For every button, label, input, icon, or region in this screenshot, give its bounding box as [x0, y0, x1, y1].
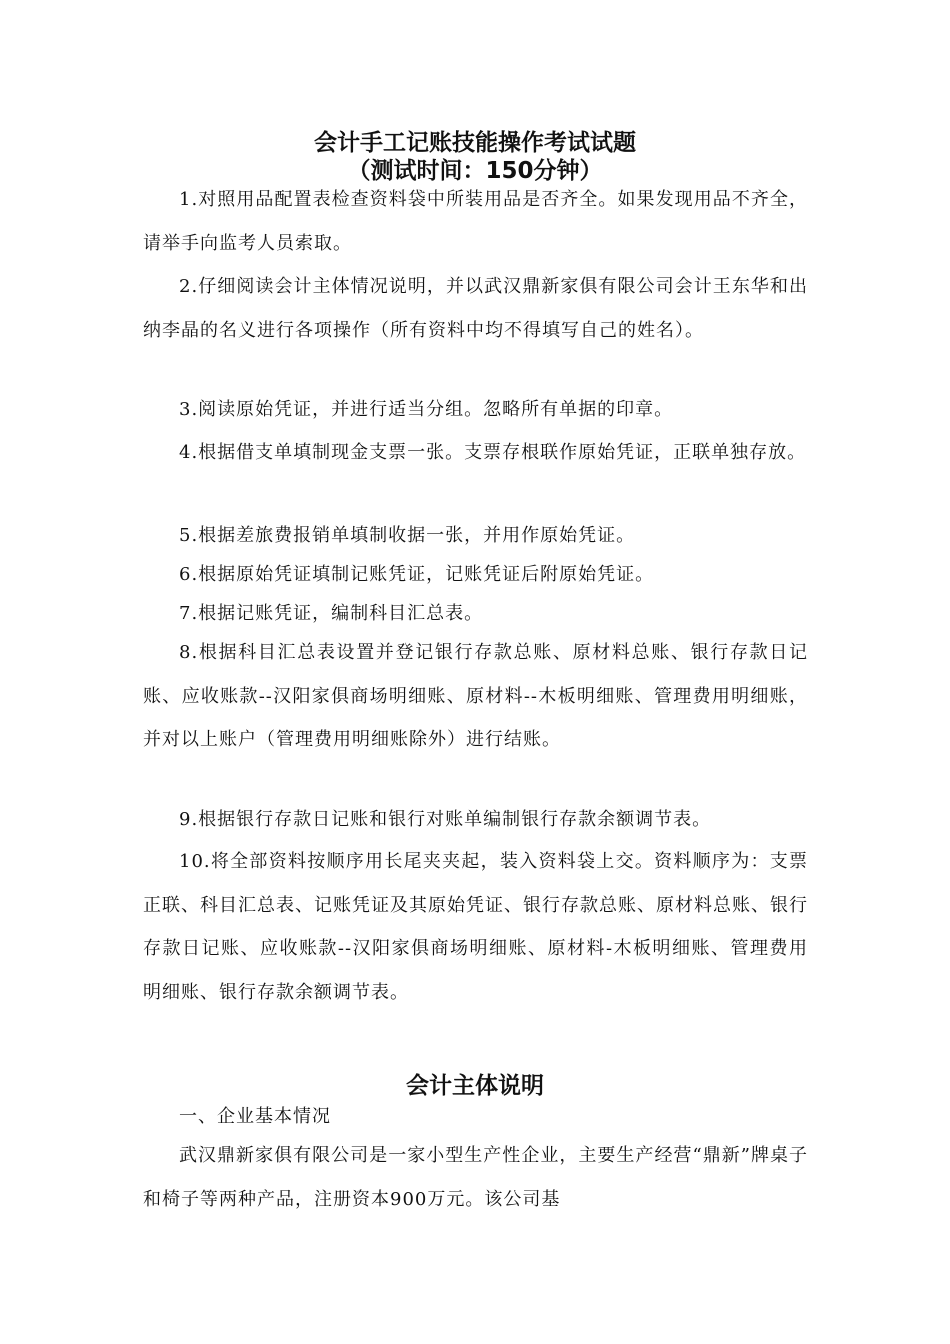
section-title: 会计主体说明 — [406, 1073, 544, 1099]
instruction-5: 5.根据差旅费报销单填制收据一张，并用作原始凭证。 — [179, 525, 636, 546]
instruction-7: 7.根据记账凭证，编制科目汇总表。 — [179, 603, 484, 624]
instruction-10: 10.将全部资料按顺序用长尾夹夹起，装入资料袋上交。资料顺序为：支票正联、科目汇总表、记账凭证及其原始凭证、银行存款总账、原材料总账、银行存款日记账、应收账款--汉阳家俱商场明细账、原材料-木板明细账、管理费用明细账、银行存款余额调节表。 — [143, 851, 808, 1003]
instruction-3: 3.阅读原始凭证，并进行适当分组。忽略所有单据的印章。 — [179, 399, 674, 420]
instruction-6: 6.根据原始凭证填制记账凭证，记账凭证后附原始凭证。 — [179, 564, 655, 585]
document-title: 会计手工记账技能操作考试试题 — [314, 130, 636, 156]
instruction-4: 4.根据借支单填制现金支票一张。支票存根联作原始凭证，正联单独存放。 — [179, 442, 807, 463]
section-subheading: 一、企业基本情况 — [179, 1106, 331, 1127]
instruction-9: 9.根据银行存款日记账和银行对账单编制银行存款余额调节表。 — [179, 809, 712, 830]
instruction-1: 1.对照用品配置表检查资料袋中所装用品是否齐全。如果发现用品不齐全，请举手向监考人员索取。 — [143, 189, 808, 254]
section-body: 武汉鼎新家俱有限公司是一家小型生产性企业，主要生产经营“鼎新”牌桌子和椅子等两种产品，注册资本900万元。该公司基 — [143, 1145, 808, 1210]
instruction-8: 8.根据科目汇总表设置并登记银行存款总账、原材料总账、银行存款日记账、应收账款--汉阳家俱商场明细账、原材料--木板明细账、管理费用明细账，并对以上账户（管理费用明细账除外）进行结账。 — [143, 642, 808, 750]
instruction-2: 2.仔细阅读会计主体情况说明，并以武汉鼎新家俱有限公司会计王东华和出纳李晶的名义进行各项操作（所有资料中均不得填写自己的姓名）。 — [143, 276, 808, 341]
document-subtitle: （测试时间：150分钟） — [347, 158, 603, 184]
